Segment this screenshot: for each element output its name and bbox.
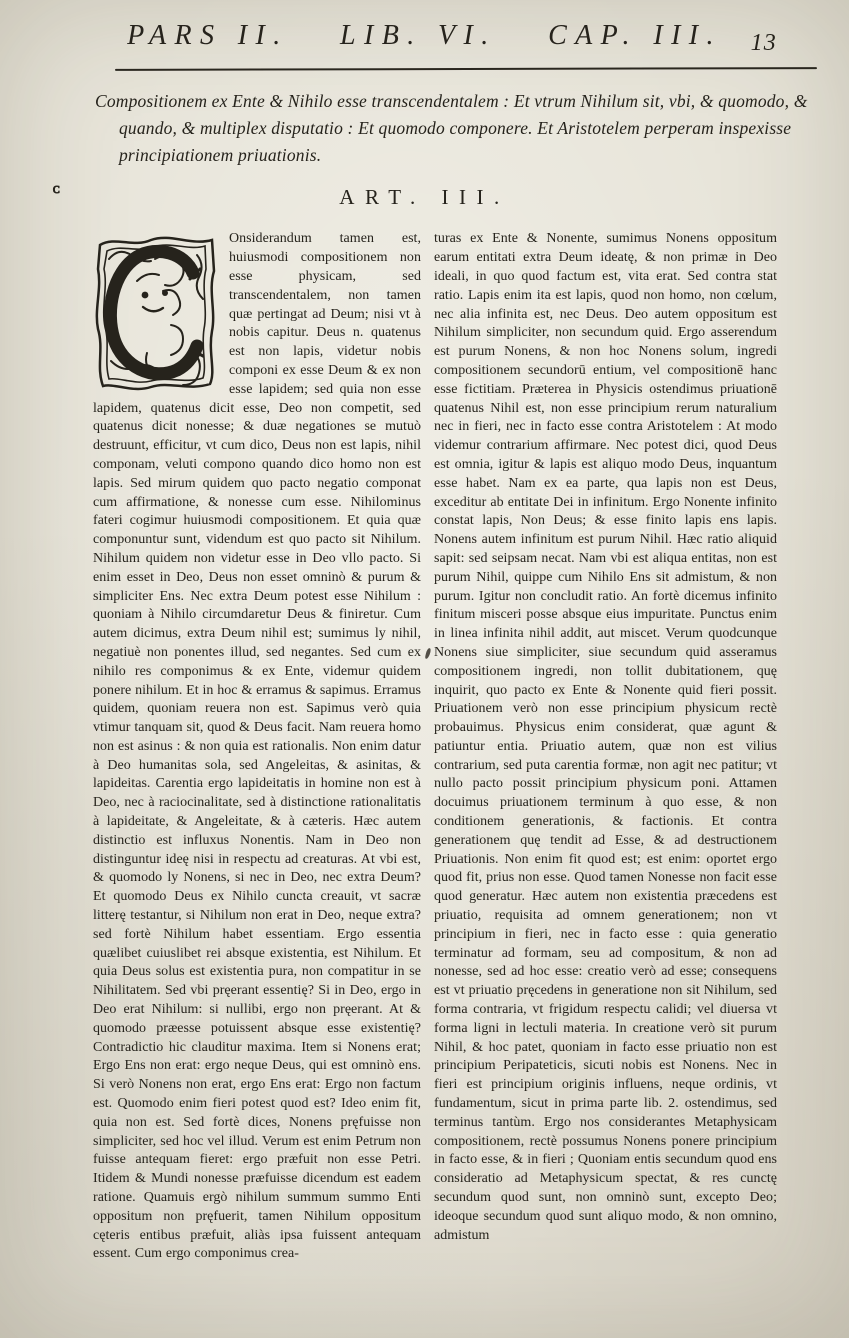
running-head-lib: LIB. VI. [340,20,497,51]
article-heading: ART. III. [339,185,510,210]
right-column-text: turas ex Ente & Nonente, sumimus Nonens oppositum earum entitati extra Deum ideatę, & non primæ in Deo ideali, in quo quod factum est, vita erat. Sed contra stat ratio. Lapis enim ita est lapis, quod non homo, non cœlum, nec alia infinita est, nec Deus. Deo autem oppositum est Nihilum simpliciter, non secundum quid. Ergo asserendum est purum Nonens, & non hoc Nonens solum, ingredi compositionem secundorū entium, vel compositionē hanc esse fictitiam. Præterea in Physicis ostendimus priuationē quatenus Nihil est, non esse principium rerum naturalium nec in fieri, nec in facto esse contra Aristotelem : At modo videmur contrarium affirmare. Nec potest dici, quod Deus est omnia, igitur & lapis est aliquo modo Deus, inquantum esse habet. Nam ex ea parte, qua lapis non est Deus, exceditur ab entitate Dei in infinitum. Ergo Nonente infinito constat lapis, Non Deus; & esse finito lapis ens lapis. Nonens autem infinitum est purum Nihil. Hæc ratio aliquid sapit: sed seipsam necat. Nam vbi est aliqua entitas, non est purum Nihil, quippe cum Nihilo Ens sit admistum, & non purum. Igitur non concludit ratio. An fortè dicemus infinito finitum misceri posse absque eius impuritate. Punctus enim in linea infinita nihil addit, aut miscet. Verum quodcunque Nonens siue simpliciter, siue secundum quid asseramus compositionem ingredi, non tollit dubitationem, quę inquirit, quo pacto ex Ente & Nonente quid fieri possit. Priuationem verò non esse principium physicum rectè probauimus. Physicus enim considerat, quæ agunt & patiuntur entia. Priuatio autem, quæ non est vilius contrarium, sed puta carentia formæ, non agit nec patitur; vt nullo pacto possit principium physicum poni. Attamen docuimus priuationem terminum à quo esse, & non conditionem generationis, & factionis. Et contra generationem quę tendit ad Esse, & ad destructionem Priuationis. Non enim fit quod est; est enim: oportet ergo quod fit, prius non esse. Quod tamen Nonesse non facit esse quod generatur. Hæc autem non existentia præcedens est priuatio, requisita ad omnem generationem; non vt principium in fieri, nec in facto esse : quia generatio terminatur ad formam, seu ad compositum, & non ad nonesse, sed ad hoc esse: creatio verò ad esse; consequens est vt priuatio pręcedens in generatione non sit Nihilum, sed forma contraria, vt frigidum respectu calidi; vel diuersa vt forma ligni in lectuli materia. In creatione verò sit purum Nihil, & hoc patet, quoniam in facto esse priuatio non est principium Peripateticis, sicuti nobis est Nonens. Nec in fieri est principium originis influens, neque ordinis, vt fundamentum, sicut in prima parte lib. 2. ostendimus, sed terminus tantùm. Ergo nos considerantes Metaphysicam compositionem, rectè possumus Nonens ponere principium in facto esse, & in fieri ; Quoniam entis secundum quod ens consideratio ad Metaphysicum spectat, & res cunctę secundum quod sunt, non omninò sunt, excepto Deo; ideoque secundum quod sunt aliquo modo, & non omnino, admistum [434,231,777,1243]
right-column [434,230,777,1264]
running-head-pars: PARS II. [127,20,289,51]
woodcut-initial-icon [53,185,220,393]
running-head [0,0,849,52]
initial-letter: C [53,185,60,197]
ink-blemish [425,648,432,660]
page-number: 13 [750,30,777,56]
running-head-cap: CAP. III. [548,20,722,51]
left-column [53,185,421,1264]
left-column-text: Onsiderandum tamen est, huiusmodi compositionem non esse physicam, sed transcendentalem, non tamen quæ pertingat ad Deum; nisi vt à nobis capitur. Deus n. quatenus est non lapis, videtur nobis componi ex esse Deum & ex non esse lapidem; sed quia non esse lapidem, quatenus dicit esse, Deo non competit, sed quatenus dicit nonesse; & duæ negationes se mutuò destruunt, efficitur, vt cum dico, Deus non est lapis, nihil componam, veluti compono quando dico homo non est lapis. Sed mirum quidem quo pacto negatio componat cum affirmatione, & nonesse cum esse. Nihilominus fateri cogimur huiusmodi compositionem. Et quia quæ componuntur sunt, videndum est quo pacto sit Nihilum. Nihilum quidem non videtur esse in Deo vllo pacto. Si enim esset in Deo, Deus non esset omninò & purum & simpliciter Ens. Nec extra Deum potest esse Nihilum : quoniam à Nihilo circumdaretur Deus & finiretur. Cum autem dicimus, extra Deum nihil est; sumimus ly nihil, negatiuè non ponentes illud, sed negantes. Sed cum ex nihilo res componimus & ex Ente, videmur quidem ponere nihilum. Et in hoc & erramus & sapimus. Erramus quidem, quoniam reuera non est. Sapimus verò quia vtimur tanquam sit, quod & Deus facit. Nam reuera homo non est asinus : & non quia est rationalis. Non enim datur à Deo humanitas sola, sed Angeleitas, & asinitas, & lapideitas. Carentia ergo lapideitatis in homine non est à Deo, nec à raciocinalitate, sed à distinctione rationalitatis à lapideitate, & Angeleitate, & à cæteris. Hæc autem distinctio est influxus Nonentis. Nam in Deo non distinguntur ideę nisi in respectu ad creaturas. At vbi est, & quomodo ly Nonens, si nec in Deo, nec extra Deum? Et quomodo Deus ex Nihilo cuncta creauit, vt sacræ litterę testantur, si Nihilum non erat in Deo, neque extra? sed fortè Nihilum habet essentiam. Ergo essentia quælibet cuiuslibet rei absque existentia, est Nihilum. Et quia Deus solus est existentia pura, non compatitur in se Nihilitatem. Sed vbi pręerant essentię? Si in Deo, ergo in Deo erat Nihilum: si nullibi, ergo non pręerant. At & quomodo præesse potuissent absque esse existentię? Contradictio hic clauditur maxima. Item si Nonens erat; Ergo Ens non erat: ergo neque Deus, qui est omninò ens. Si verò Nonens non erat, ergo Ens erat: Ergo non factum est. Quomodo enim fieri potest quod est? Ideo enim fit, quia non est. Sed fortè dices, Nonens pręfuisse non simpliciter, sed hoc vel illud. Verum est enim Petrum non fuisse antequam fieret: ergo præfuit non esse Petri. Itidem & Mundi nonesse præfuisse dicendum est eadem ratione. Quamuis ergò nihilum summum summo Enti oppositum non pręfuerit, tamen Nihilum oppositum cęteris entibus præfuit, aliàs ipsa fuissent antequam essent. Cum ergo componimus crea- [93,231,421,1262]
header-rule [115,67,817,71]
chapter-argument: Compositionem ex Ente & Nihilo esse transcendentalem : Et vtrum Nihilum sit, vbi, & quomodo, & quando, & multiplex disputatio : Et quomodo componere. Et Aristotelem perperam inspexisse principiationem priuationis. [95,91,808,166]
